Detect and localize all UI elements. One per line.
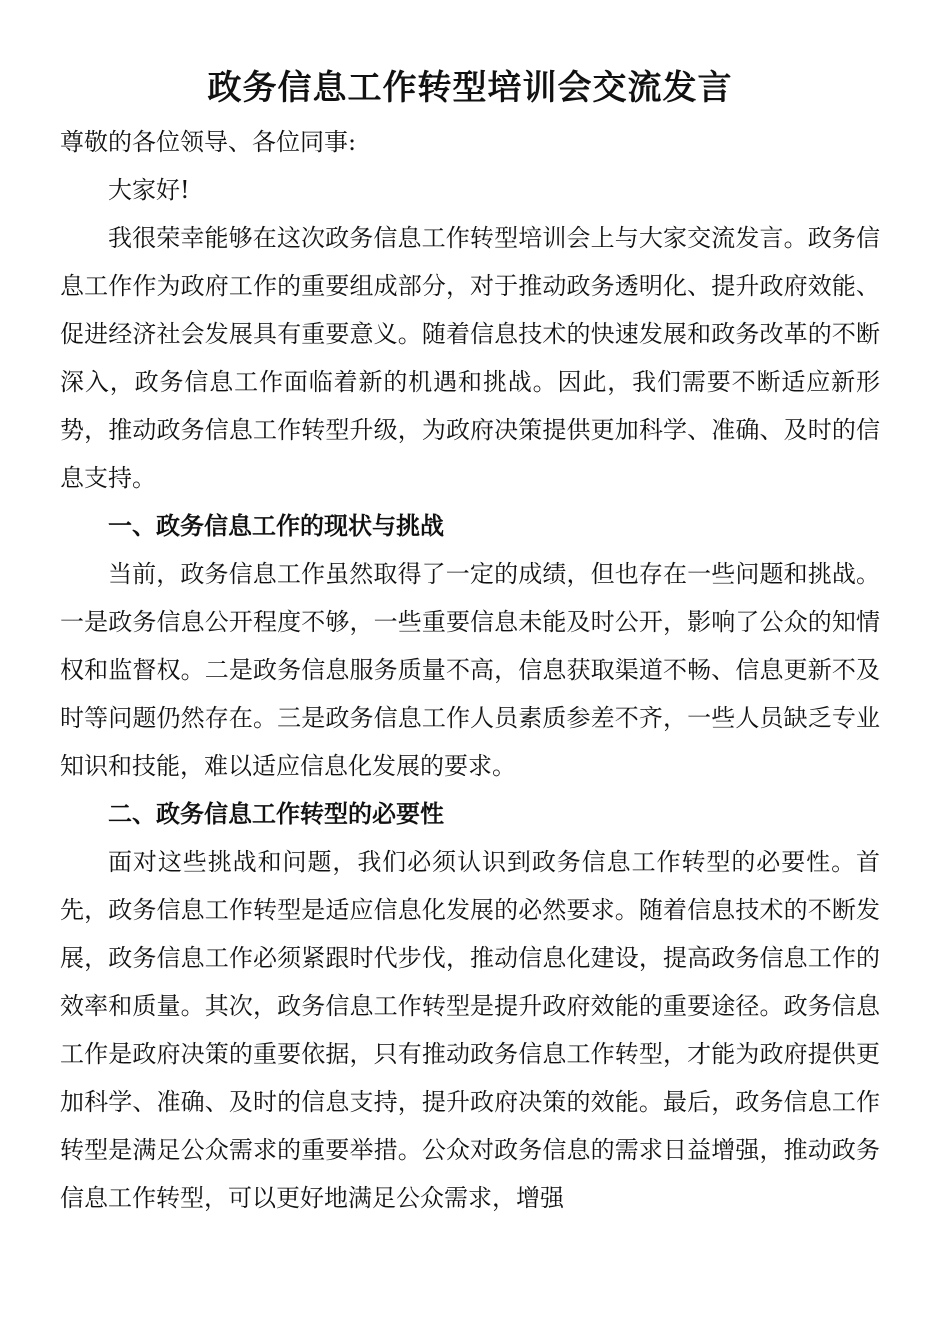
greeting: 大家好! — [108, 176, 190, 204]
section-body-1: 当前，政务信息工作虽然取得了一定的成绩，但也存在一些问题和挑战。一是政务信息公开程度不够，一些重要信息未能及时公开，影响了公众的知情权和监督权。二是政务信息服务质量不高，信息获取渠道不畅、信息更新不及时等问题仍然存在。三是政务信息工作人员素质参差不齐，一些人员缺乏专业知识和技能，难以适应信息化发展的要求。 — [60, 560, 880, 780]
intro-paragraph: 我很荣幸能够在这次政务信息工作转型培训会上与大家交流发言。政务信息工作作为政府工作的重要组成部分，对于推动政务透明化、提升政府效能、促进经济社会发展具有重要意义。随着信息技术的快速发展和政务改革的不断深入，政务信息工作面临着新的机遇和挑战。因此，我们需要不断适应新形势，推动政务信息工作转型升级，为政府决策提供更加科学、准确、及时的信息支持。 — [60, 224, 880, 492]
document-title: 政务信息工作转型培训会交流发言 — [207, 68, 733, 108]
section-heading-2: 二、政务信息工作转型的必要性 — [108, 800, 444, 828]
salutation: 尊敬的各位领导、各位同事: — [60, 128, 357, 156]
section-body-2: 面对这些挑战和问题，我们必须认识到政务信息工作转型的必要性。首先，政务信息工作转型是适应信息化发展的必然要求。随着信息技术的不断发展，政务信息工作必须紧跟时代步伐，推动信息化建设，提高政务信息工作的效率和质量。其次，政务信息工作转型是提升政府效能的重要途径。政务信息工作是政府决策的重要依据，只有推动政务信息工作转型，才能为政府提供更加科学、准确、及时的信息支持，提升政府决策的效能。最后，政务信息工作转型是满足公众需求的重要举措。公众对政务信息的需求日益增强，推动政务信息工作转型，可以更好地满足公众需求，增强 — [60, 848, 880, 1212]
document-page — [60, 58, 880, 1222]
section-heading-1: 一、政务信息工作的现状与挑战 — [108, 512, 444, 540]
